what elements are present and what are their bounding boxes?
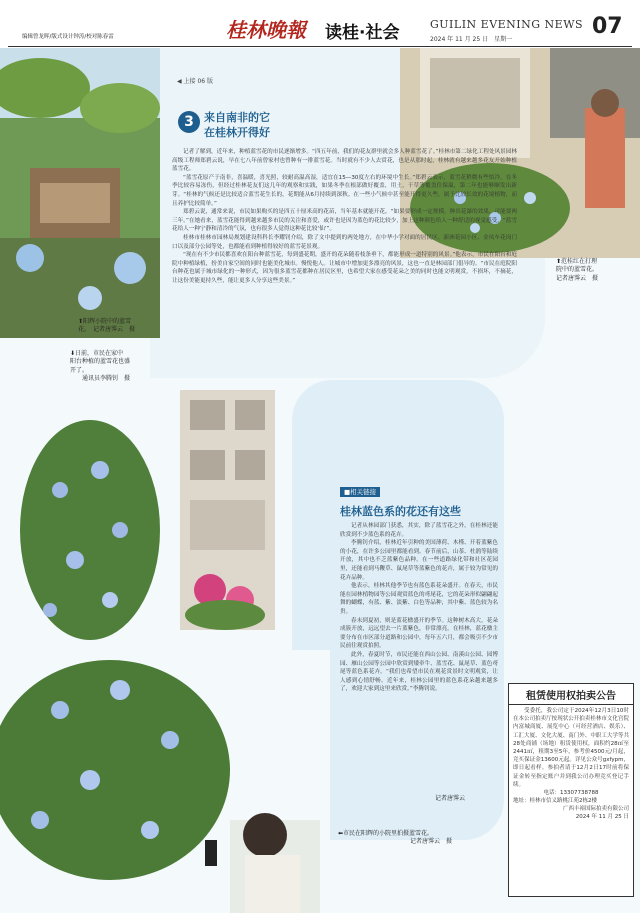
caption-left-1: ⬆阳辉小院中的蓝雪 花。 记者唐霁云 摄 xyxy=(78,318,136,334)
notice-company: 广西丰裕国际拍卖有限公司 xyxy=(562,806,629,813)
paragraph: “现在有不少市民都喜欢在阳台种蓝雪花，每到盛花期，盛开的花朵随着枝条垂下，都能形成一道特别的风景。”他表示，市民在阳台和庭院中种植绿植，扮美自家空间的同时也能美化城市。慢悦他人。让城市中增加更多漂亮的风景，这也一直是林园部门倡导的。“市民在庭院阳台种花也属于城市绿化的一种形式，因为很多蓝雪花都种在居民区里，也希望大家在感受花朵之美的同时也能文明观赏，不损坏，不摘花，让这份美能更持久些，能让更多人分享这些美景。” xyxy=(172,252,517,284)
caption-left-2: ⬇日前，市民在家中 阳台种植的蓝雪花也盛 开了。 通讯员李腾钊 摄 xyxy=(70,350,131,383)
arrow-down-icon: ⬇ xyxy=(70,350,76,357)
issue-date: 2024 年 11 月 25 日 星期一 xyxy=(430,36,513,43)
speaker-icon: ◀ xyxy=(177,78,182,85)
arrow-left-icon: ⬅ xyxy=(338,830,344,837)
auction-notice xyxy=(508,683,634,897)
notice-phone: 电话：13307738788 xyxy=(543,790,599,797)
paragraph: 记者了解到，近年来，种植蓝雪花的市民逐渐增多。“四五年前，我们的花友群里就会多人种蓝雪花了。”桂林市第二绿化工程处风景园林高级工程师郑碧云说，早在七八年前曾家村也曾种有一排蓝雪花。当时就有不少人去赏花，也是从那时起，桂林就有越来越多花友开始种植蓝雪花。 xyxy=(172,149,517,173)
paragraph: 此外，春夏时节，市民还能在西山公园、南溪山公园、园博园、雁山公园等公园中欣赏到矮牵牛、蓝雪花、鼠尾草、蓝色鸢尾等蓝色系花卉。“我们也希望市民在观花赏景时文明观赏，让人感到心情舒畅。近年来，桂林公园里的蓝色系花朵越来越多了，欢迎大家到这里来欣赏。”李腾钊说。 xyxy=(340,651,498,693)
section-title: 来自南非的它 在桂林开得好 xyxy=(204,111,270,139)
section-number-badge: 3 xyxy=(178,111,200,133)
photographer-photo xyxy=(0,650,330,913)
paragraph: 他表示，桂林其他季节也有蓝色系花朵盛开。在春天，市民能在园林植物园等公园观赏蓝色的鸢尾花，它的花朵形似翩翩起舞的蝴蝶，有蓝、紫、淡紫、白色等品种，其中紫、蓝色较为名贵。 xyxy=(340,583,498,615)
related-body xyxy=(340,522,498,694)
paragraph: 桂林市桂林市园林局规划建设科科长李耀钊介绍，除了文中提到的两处地方，在中华小学对面的居民区、新洲花园小区、金凤车花岗门口以及部分公园等处，也都能看到种植得较好的蓝雪花景观。 xyxy=(172,234,517,250)
continued-marker: ◀ 上接 06 版 xyxy=(177,78,213,85)
paragraph: 李腾钊介绍，桂林近年引种的美国薄荷、木槿、开着蓝紫色的小花，在许多公园里都能看到。春节前后，山茶、杜鹃等陆续开放，其中也不乏蓝紫色品种。在一些道路绿化带和社区花园里，还能看到马鞭草、鼠尾草等蓝紫色的花卉，属于较为常见的花卉品种。 xyxy=(340,540,498,581)
related-byline: 记者唐霁云 xyxy=(435,795,466,802)
related-tag: ■相关链接 xyxy=(340,487,380,497)
paragraph: “蓝雪花原产于南非，喜温暖，喜光照，较耐高温高湿，适宜在15—30度左右的环境中生长。”郑碧云表示，蓝雪花稍微有些怕冷，在冬季比较容易冻伤，但经过桂林花友们这几年的观察和实践，如果冬季在根部做好覆盖，用土，干草等覆盖住保温，第二年也能够顺发出新芽。“桂林的气候还是比较适合蓝雪花生长的，花期能从6月持续到深秋。在一些小气候中甚至能开得更久些，属于比较长效的花境植物，而且养护比较简单。” xyxy=(172,174,517,207)
newspaper-logo: 桂林晚報 xyxy=(226,18,306,42)
caption-bottom: ⬅市民在阳辉的小院里拍摄蓝雪花。 记者唐霁云 摄 xyxy=(338,830,453,846)
notice-title: 租赁使用权拍卖公告 xyxy=(509,684,633,705)
paper-english-name: GUILIN EVENING NEWS xyxy=(430,18,584,31)
page-number: 07 xyxy=(592,14,623,39)
section3-body xyxy=(172,148,517,286)
paragraph: 春末到夏初，则是蓝花楹盛开的季节。这种树木高大，花朵成簇开放，远远望去一片蓝紫色，非常漂亮。在桂林，蓝花楹主要分布在市区部分道路和公园中，每年五六月，都会吸引不少市民前往观赏拍照。 xyxy=(340,617,498,650)
paragraph: 郑碧云说，通常来说，市民如果购买的是四五十厘米高的花苗，当年基本就能开花。“如果要形成一定规模，种出花瀑的效果，可能要两三年。”在她看来，蓝雪花能得到越来越多市民的关注和喜爱，或许也是因为蓝色的花比较少，加上这种颜色给人一种舒适的视觉感受，“蓝雪花给人一种宁静和清冷的气氛，也有很多人觉得这种花比较‘仙’”。 xyxy=(172,209,517,233)
header-rule xyxy=(8,46,632,47)
arrow-up-icon: ⬆ xyxy=(78,318,84,325)
notice-body: 受委托，我公司定于2024年12月3日10时在本公司拍卖厅按现状公开拍卖桂林市文化宫院内富城商厦、展览中心（可经营酒店、娱乐）、工汇大厦、文化大厦、南门外、中职工大学等共28处商铺（场地）租赁使用权，面积约28㎡至2441㎡，租期3至5年，参考价4500元/月起，竞买保证金13600元起。详见公众号gxfypm，即日起看样。参拍者请于12月2日17时前将保证金转至指定账户并到我公司办理竞买登记手续。 xyxy=(513,708,629,788)
balcony-photo xyxy=(20,390,200,650)
notice-date: 2024 年 11 月 25 日 xyxy=(575,814,629,821)
related-title: 桂林蓝色系的花还有这些 xyxy=(340,505,461,518)
building-photo xyxy=(180,390,275,630)
section-title: 读桂·社会 xyxy=(325,23,400,43)
notice-address: 地址：桂林市信义路桃江苑2栋2楼 xyxy=(513,798,597,805)
garden-photo-1 xyxy=(0,48,160,338)
paragraph: 记者从林园部门获悉，其实，除了蓝雪花之外，在桂林还能欣赏到不少蓝色系的花卉。 xyxy=(340,523,498,538)
square-icon: ■ xyxy=(344,488,351,496)
editor-credits: 编辑曾龙晖/版式设计钟涛/校对陈春雷 xyxy=(22,34,114,40)
arrow-up-icon: ⬆ xyxy=(556,258,562,265)
caption-top-right: ⬆范桂红在打理 院中的蓝雪花。 记者唐霁云 摄 xyxy=(556,258,599,282)
